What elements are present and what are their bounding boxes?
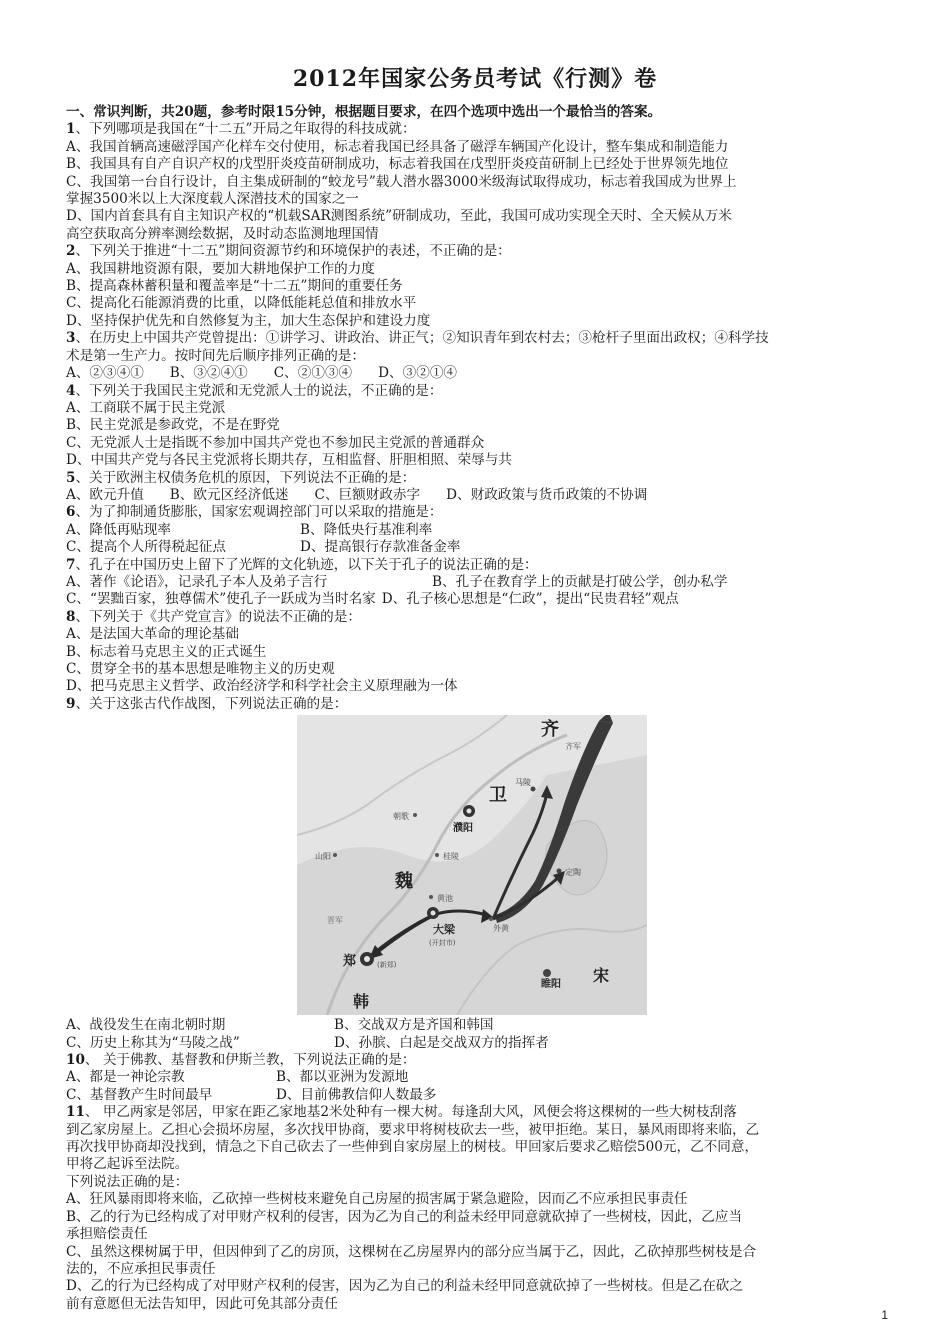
waihuang-marker xyxy=(489,917,493,921)
question-list xyxy=(66,104,886,1313)
question-3-text: 、在历史上中国共产党曾提出：①讲学习、讲政治、讲正气；②知识青年到农村去；③枪杆子里面出政权；④科学技 xyxy=(75,330,769,347)
question-8-option-c: C、贯穿全书的基本思想是唯物主义的历史观 xyxy=(66,661,335,677)
question-9-options-ab xyxy=(66,1017,886,1034)
question-2-option-c: C、提高化石能源消费的比重，以降低能耗总值和排放水平 xyxy=(66,295,417,312)
question-8-text: 、下列关于《共产党宣言》的说法不正确的是： xyxy=(75,608,361,625)
question-11-stem-3: 再次找甲协商却没找到，情急之下自己砍去了一些伸到自家房屋上的树枝。甲回家后要求乙赔偿500元，乙不同意， xyxy=(66,1139,759,1156)
map-label-qijun: 齐军 xyxy=(565,742,581,752)
map-label-wei-state: 卫 xyxy=(489,785,507,807)
question-3-option-a: A、②③④① xyxy=(66,365,144,382)
question-7-options-ab xyxy=(66,574,886,591)
question-9-option-c: C、历史上称其为“马陵之战” xyxy=(66,1034,240,1051)
question-1-number: 1 xyxy=(66,121,76,138)
question-9-stem xyxy=(66,696,886,713)
question-7-option-c: C、“罢黜百家，独尊儒术”使孔子一跃成为当时名家 xyxy=(66,591,376,608)
map-label-xinzheng: (新郑) xyxy=(377,961,397,970)
question-6-option-c: C、提高个人所得税起征点 xyxy=(66,539,226,556)
guiling-marker xyxy=(435,853,439,857)
question-10-stem xyxy=(66,1052,886,1069)
map-label-qi: 齐 xyxy=(541,719,559,741)
chaoge-marker xyxy=(413,813,417,817)
map-label-zheng: 郑 xyxy=(343,954,357,970)
question-9-option-b: B、交战双方是齐国和韩国 xyxy=(334,1017,494,1034)
question-10-option-a: A、都是一神论宗教 xyxy=(66,1069,185,1086)
huangchi-marker xyxy=(429,895,433,899)
question-9-number: 9 xyxy=(66,695,76,712)
map-label-waihuang: 外黄 xyxy=(493,924,509,934)
question-11-option-b-cont: 承担赔偿责任 xyxy=(66,1226,148,1243)
question-7-option-b: B、孔子在教育学上的贡献是打破公学，创办私学 xyxy=(432,573,728,590)
map-label-han: 韩 xyxy=(353,992,370,1012)
question-6-stem xyxy=(66,504,886,521)
question-11-text: 、 甲乙两家是邻居，甲家在距乙家地基2米处种有一棵大树。每逢刮大风，风便会将这棵树的一些大树枝刮落 xyxy=(84,1104,737,1121)
question-8-number: 8 xyxy=(66,608,76,625)
map-label-jinjun: 晋军 xyxy=(327,916,343,926)
question-11-stem-4: 甲将乙起诉至法院。 xyxy=(66,1156,189,1173)
question-4-option-a: A、工商联不属于民主党派 xyxy=(66,399,226,416)
map-label-song: 宋 xyxy=(593,966,610,986)
map-label-daliang: 大梁 xyxy=(433,923,455,937)
question-3-option-b: B、③②④① xyxy=(169,365,248,382)
question-1-option-b: B、我国具有自产自识产权的戊型肝炎疫苗研制成功，标志着我国在戊型肝炎疫苗研制上已经处于世界领先地位 xyxy=(66,156,729,173)
question-2-option-d: D、坚持保护优先和自然修复为主，加大生态保护和建设力度 xyxy=(66,312,431,329)
map-label-guiling: 桂陵 xyxy=(443,852,459,862)
question-7-option-d: D、孔子核心思想是“仁政”，提出“民贵君轻”观点 xyxy=(381,591,679,608)
question-10-option-c: C、基督教产生时间最早 xyxy=(66,1086,213,1103)
question-5-option-d: D、财政政策与货币政策的不协调 xyxy=(446,486,648,503)
map-label-dingtao: 定陶 xyxy=(565,868,581,878)
question-5-text: 、关于欧洲主权债务危机的原因，下列说法不正确的是： xyxy=(75,469,416,486)
question-6-number: 6 xyxy=(66,504,76,521)
question-2-text: 、下列关于推进“十二五”期间资源节约和环境保护的表述，不正确的是： xyxy=(75,243,511,260)
question-7-text: 、孔子在中国历史上留下了光辉的文化轨迹，以下关于孔子的说法正确的是： xyxy=(75,556,538,573)
malin-marker xyxy=(531,787,536,792)
question-10-options-cd xyxy=(66,1087,886,1104)
question-11-number: 11 xyxy=(66,1104,85,1121)
question-11-option-d: D、乙的行为已经构成了对甲财产权利的侵害，因为乙为自己的利益未经甲同意就砍掉了一些树枝。但是乙在砍之 xyxy=(66,1278,743,1295)
question-9-option-d: D、孙膑、白起是交战双方的指挥者 xyxy=(334,1034,549,1051)
question-8-stem xyxy=(66,609,886,626)
question-3-option-d: D、③②①④ xyxy=(378,365,458,382)
page-number: 1 xyxy=(881,1308,888,1322)
map-label-puyang: 濮阳 xyxy=(453,823,473,835)
question-11-option-a: A、狂风暴雨即将来临，乙砍掉一些树枝来避免自己房屋的损害属于紧急避险，因而乙不应承担民事责任 xyxy=(66,1191,688,1208)
page-title: 2012年国家公务员考试《行测》卷 xyxy=(292,66,658,92)
question-7-number: 7 xyxy=(66,556,76,573)
question-2-option-b: B、提高森林蓄积量和覆盖率是“十二五”期间的重要任务 xyxy=(66,278,403,295)
question-3-options xyxy=(66,365,886,382)
question-5-stem xyxy=(66,470,886,487)
suiyang-city-marker xyxy=(543,969,551,977)
question-5-option-c: C、巨额财政赤字 xyxy=(314,486,421,503)
map-label-huangchi: 黄池 xyxy=(437,894,453,904)
battle-map xyxy=(297,715,647,1015)
question-11-option-c: C、虽然这棵树属于甲，但因伸到了乙的房顶，这棵树在乙房屋界内的部分应当属于乙，因此，乙砍掉那些树枝是合 xyxy=(66,1243,757,1260)
shanyang-marker xyxy=(333,853,337,857)
question-9-text: 、关于这张古代作战图，下列说法正确的是： xyxy=(75,695,348,712)
question-7-option-a: A、著作《论语》，记录孔子本人及弟子言行 xyxy=(66,573,328,590)
question-10-options-ab xyxy=(66,1069,886,1086)
question-3-stem xyxy=(66,330,886,347)
question-5-option-b: B、欧元区经济低迷 xyxy=(169,486,289,503)
question-6-option-a: A、降低再贴现率 xyxy=(66,521,171,538)
question-1-option-d: D、国内首套具有自主知识产权的“机载SAR测图系统”研制成功，至此，我国可成功实现全天时、全天候从万米 xyxy=(66,208,732,225)
question-2-number: 2 xyxy=(66,243,76,260)
map-label-wei-kingdom: 魏 xyxy=(395,871,413,893)
question-11-option-c-cont: 法的，不应承担民事责任 xyxy=(66,1260,216,1277)
question-11-stem-2: 到乙家房屋上。乙担心会损坏房屋，多次找甲协商，要求甲将树枝砍去一些，被甲拒绝。某日，暴风雨即将来临，乙 xyxy=(66,1121,760,1138)
question-8-option-b: B、标志着马克思主义的正式诞生 xyxy=(66,643,267,660)
question-6-option-b: B、降低央行基准利率 xyxy=(300,521,433,538)
question-6-option-d: D、提高银行存款准备金率 xyxy=(300,539,461,556)
question-1-option-c-cont: 掌握3500米以上大深度载人深潜技术的国家之一 xyxy=(66,191,359,208)
question-2-option-a: A、我国耕地资源有限，要加大耕地保护工作的力度 xyxy=(66,260,375,277)
question-10-number: 10 xyxy=(66,1052,85,1069)
question-11-stem xyxy=(66,1104,886,1121)
question-1-option-a: A、我国首辆高速磁浮国产化样车交付使用，标志着我国已经具备了磁浮车辆国产化设计，整车集成和制造能力 xyxy=(66,138,729,155)
question-10-option-d: D、目前佛教信仰人数最多 xyxy=(276,1086,437,1103)
question-5-option-a: A、欧元升值 xyxy=(66,486,144,503)
question-2-stem xyxy=(66,243,886,260)
question-11-ask: 下列说法正确的是： xyxy=(66,1173,189,1190)
map-label-shanyang: 山阳 xyxy=(315,852,331,862)
question-8-option-a: A、是法国大革命的理论基础 xyxy=(66,626,239,643)
question-1-option-c: C、我国第一台自行设计，自主集成研制的“蛟龙号”载人潜水器3000米级海试取得成功，标志着我国成为世界上 xyxy=(66,173,737,190)
question-6-options-ab xyxy=(66,522,886,539)
map-label-suiyang: 睢阳 xyxy=(541,979,561,991)
question-9-option-a: A、战役发生在南北朝时期 xyxy=(66,1017,226,1034)
question-1-stem xyxy=(66,121,886,138)
question-7-options-cd xyxy=(66,591,886,608)
question-11-option-b: B、乙的行为已经构成了对甲财产权利的侵害，因为乙为自己的利益未经甲同意就砍掉了一些树枝，因此，乙应当 xyxy=(66,1208,743,1225)
question-9-options-cd xyxy=(66,1035,886,1052)
section-heading: 一、常识判断，共20题，参考时限15分钟，根据题目要求，在四个选项中选出一个最恰当的答案。 xyxy=(66,104,662,120)
map-label-chaoge: 朝歌 xyxy=(393,812,409,822)
question-4-option-c: C、无党派人士是指既不参加中国共产党也不参加民主党派的普通群众 xyxy=(66,434,485,451)
dingtao-marker xyxy=(557,869,562,874)
question-4-stem xyxy=(66,383,886,400)
question-8-option-d: D、把马克思主义哲学、政治经济学和科学社会主义原理融为一体 xyxy=(66,678,458,695)
map-label-malin: 马陵 xyxy=(515,778,531,788)
question-3-option-c: C、②①③④ xyxy=(273,365,353,382)
question-4-option-d: D、中国共产党与各民主党派将长期共存，互相监督、肝胆相照、荣辱与共 xyxy=(66,452,512,469)
question-11-option-d-cont: 前有意愿但无法告知甲，因此可免其部分责任 xyxy=(66,1295,338,1312)
question-3-stem-cont: 术是第一生产力。按时间先后顺序排列正确的是： xyxy=(66,347,366,364)
question-10-text: 、 关于佛教、基督教和伊斯兰教，下列说法正确的是： xyxy=(84,1052,416,1069)
question-5-options xyxy=(66,487,886,504)
map-label-kaifeng: (开封市) xyxy=(429,939,456,948)
question-5-number: 5 xyxy=(66,469,76,486)
question-6-options-cd xyxy=(66,539,886,556)
question-4-text: 、下列关于我国民主党派和无党派人士的说法，不正确的是： xyxy=(75,382,443,399)
question-10-option-b: B、都以亚洲为发源地 xyxy=(276,1069,409,1086)
question-3-number: 3 xyxy=(66,330,76,347)
question-4-option-b: B、民主党派是参政党，不是在野党 xyxy=(66,417,280,434)
question-1-option-d-cont: 高空获取高分辨率测绘数据，及时动态监测地理国情 xyxy=(66,225,379,242)
question-7-stem xyxy=(66,557,886,574)
question-4-number: 4 xyxy=(66,382,76,399)
question-6-text: 、为了抑制通货膨胀，国家宏观调控部门可以采取的措施是： xyxy=(75,504,443,521)
question-1-text: 、下列哪项是我国在“十二五”开局之年取得的科技成就： xyxy=(75,121,416,138)
